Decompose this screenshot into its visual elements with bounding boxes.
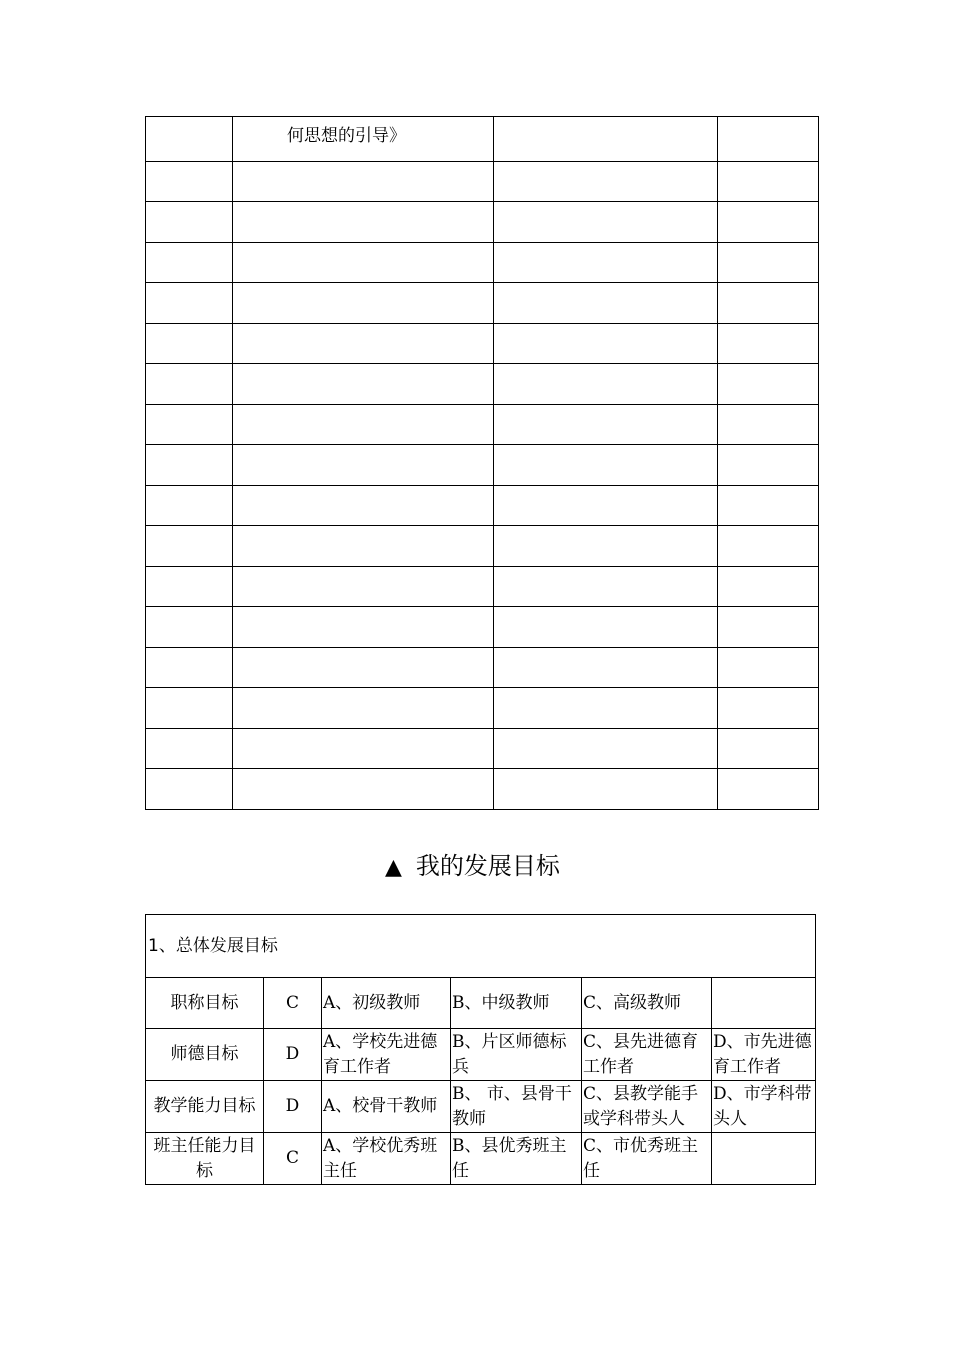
table-cell (233, 445, 494, 486)
table-cell (494, 688, 718, 729)
table-cell (494, 283, 718, 324)
table-cell (494, 404, 718, 445)
goal-level: D (264, 1081, 322, 1133)
section-heading (385, 848, 560, 886)
goal-header-row (146, 915, 816, 978)
table-cell (718, 117, 819, 162)
goal-row-ethics (146, 1029, 816, 1081)
table-cell (233, 404, 494, 445)
table-row (146, 566, 819, 607)
goal-level: C (264, 1133, 322, 1185)
table-cell (718, 607, 819, 648)
table-cell (146, 688, 233, 729)
goal-option (712, 978, 816, 1029)
table-row (146, 607, 819, 648)
goal-option (712, 1133, 816, 1185)
table-cell (233, 566, 494, 607)
table-cell (233, 607, 494, 648)
goal-label: 班主任能力目标 (146, 1133, 264, 1185)
table-cell (233, 728, 494, 769)
table-cell (718, 161, 819, 202)
table-cell (494, 242, 718, 283)
table-cell (718, 323, 819, 364)
table-row (146, 161, 819, 202)
table-cell (494, 526, 718, 567)
goal-option: D、市先进德育工作者 (712, 1029, 816, 1081)
table-cell (718, 728, 819, 769)
table-cell (146, 161, 233, 202)
table-cell (494, 202, 718, 243)
table-row (146, 404, 819, 445)
table-cell (494, 323, 718, 364)
goal-option: B、 市、县骨干教师 (451, 1081, 582, 1133)
table-cell (233, 485, 494, 526)
table-row (146, 323, 819, 364)
table-cell (233, 323, 494, 364)
table-cell (146, 526, 233, 567)
table-cell (718, 202, 819, 243)
table-cell (146, 404, 233, 445)
goal-header: 1、总体发展目标 (146, 915, 816, 978)
table-cell (146, 117, 233, 162)
table-row (146, 242, 819, 283)
table-row (146, 526, 819, 567)
table-cell (494, 117, 718, 162)
table-cell (718, 242, 819, 283)
goal-option: C、高级教师 (582, 978, 712, 1029)
table-row (146, 445, 819, 486)
goal-option: B、县优秀班主任 (451, 1133, 582, 1185)
record-table (145, 116, 819, 810)
table-cell (718, 526, 819, 567)
table-row (146, 364, 819, 405)
table-cell (233, 283, 494, 324)
table-cell (146, 242, 233, 283)
goal-option: B、片区师德标兵 (451, 1029, 582, 1081)
goal-option: A、初级教师 (322, 978, 451, 1029)
table-cell (233, 526, 494, 567)
goal-row-headteacher (146, 1133, 816, 1185)
table-cell (718, 688, 819, 729)
goal-row-teaching (146, 1081, 816, 1133)
goal-table (145, 914, 816, 1185)
record-table-body (146, 117, 819, 810)
continued-note: 何思想的引导》 (233, 117, 494, 162)
table-cell (718, 445, 819, 486)
goal-option: A、校骨干教师 (322, 1081, 451, 1133)
goal-option: A、学校先进德育工作者 (322, 1029, 451, 1081)
table-cell (233, 202, 494, 243)
table-cell (146, 728, 233, 769)
goal-option: A、学校优秀班主任 (322, 1133, 451, 1185)
goal-option: C、市优秀班主任 (582, 1133, 712, 1185)
table-cell (494, 607, 718, 648)
table-cell (233, 242, 494, 283)
table-cell (146, 283, 233, 324)
goal-option: C、县先进德育工作者 (582, 1029, 712, 1081)
table-cell (146, 202, 233, 243)
goal-label: 教学能力目标 (146, 1081, 264, 1133)
section-title: 我的发展目标 (415, 852, 560, 880)
table-cell (494, 364, 718, 405)
table-row (146, 283, 819, 324)
table-cell (718, 283, 819, 324)
table-cell (718, 647, 819, 688)
goal-level: D (264, 1029, 322, 1081)
table-cell (233, 769, 494, 810)
table-row (146, 485, 819, 526)
table-cell (494, 728, 718, 769)
table-cell (233, 647, 494, 688)
table-cell (146, 445, 233, 486)
table-cell (718, 769, 819, 810)
table-cell (718, 566, 819, 607)
table-row (146, 769, 819, 810)
triangle-marker-icon: ▲ (385, 855, 402, 880)
table-cell (494, 485, 718, 526)
table-cell (146, 769, 233, 810)
table-cell (233, 161, 494, 202)
table-cell (146, 647, 233, 688)
table-cell (718, 485, 819, 526)
table-cell (494, 445, 718, 486)
table-cell (146, 566, 233, 607)
table-cell (494, 647, 718, 688)
goal-option: C、县教学能手或学科带头人 (582, 1081, 712, 1133)
table-cell (233, 364, 494, 405)
table-cell (146, 607, 233, 648)
table-cell (718, 364, 819, 405)
table-cell (494, 566, 718, 607)
table-cell (146, 485, 233, 526)
goal-label: 师德目标 (146, 1029, 264, 1081)
table-cell (146, 323, 233, 364)
table-row (146, 728, 819, 769)
goal-level: C (264, 978, 322, 1029)
table-cell (233, 688, 494, 729)
table-cell (494, 161, 718, 202)
table-row (146, 647, 819, 688)
goal-row-title (146, 978, 816, 1029)
table-row (146, 202, 819, 243)
table-row (146, 688, 819, 729)
table-row (146, 117, 819, 162)
goal-label: 职称目标 (146, 978, 264, 1029)
table-cell (146, 364, 233, 405)
goal-option: B、中级教师 (451, 978, 582, 1029)
table-cell (718, 404, 819, 445)
goal-option: D、市学科带头人 (712, 1081, 816, 1133)
table-cell (494, 769, 718, 810)
